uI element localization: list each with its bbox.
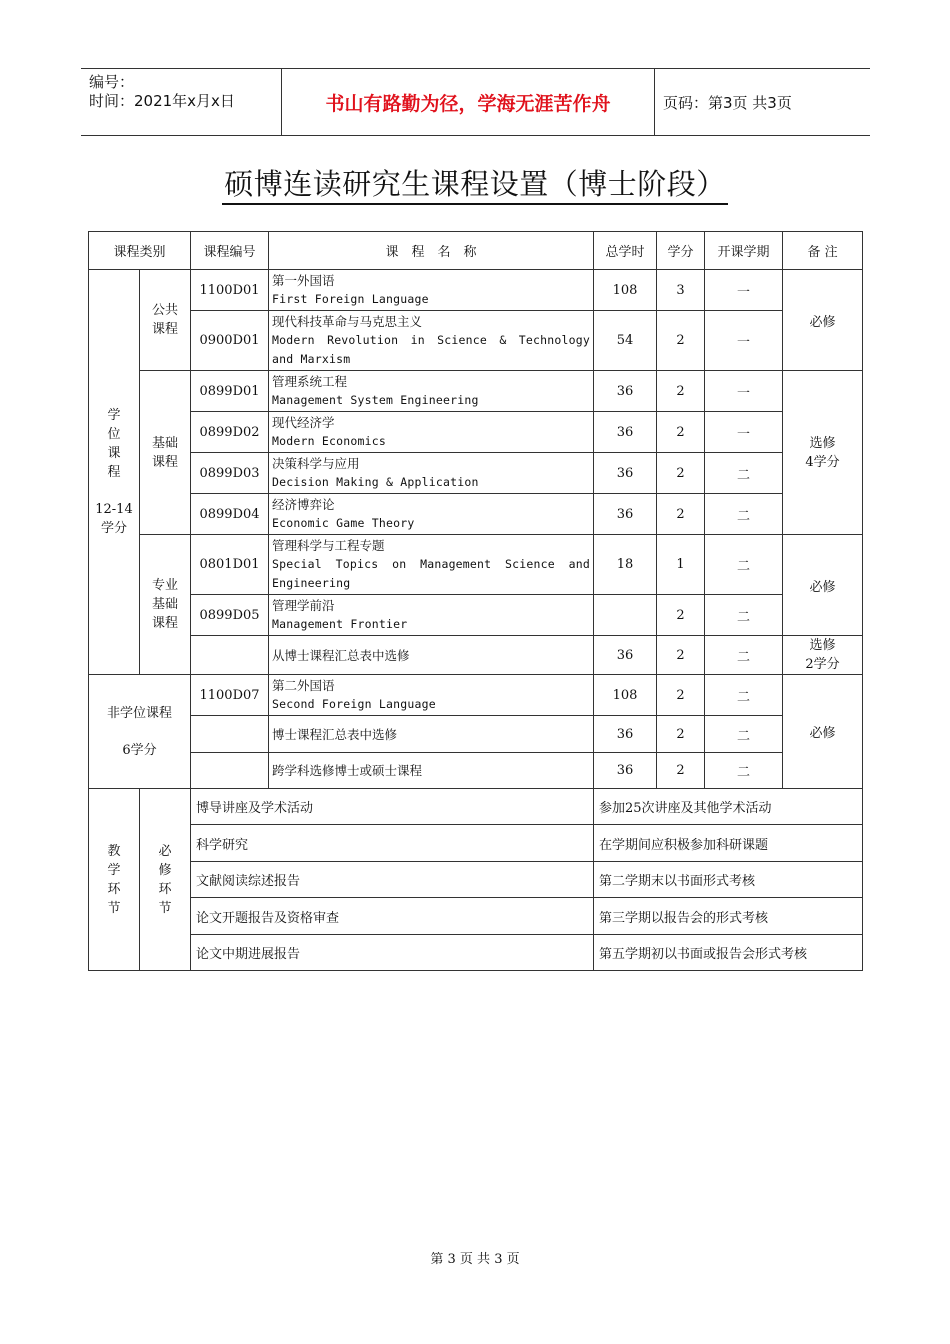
table-row [89,862,863,898]
course-credit: 3 [657,270,705,311]
course-credit: 2 [657,716,705,753]
table-row [89,789,863,825]
table-row [89,453,863,494]
group-label: 基础课程 [151,435,178,470]
course-code [191,716,269,753]
table-row [89,535,863,595]
course-hours: 108 [594,270,657,311]
table-row [89,935,863,971]
header-motto: 书山有路勤为径，学海无涯苦作舟 [325,93,611,115]
course-term: 二 [705,595,783,636]
course-credit: 2 [657,753,705,789]
group-credits: 6学分 [122,742,157,758]
course-hours [594,595,657,636]
table-row [89,753,863,789]
course-hours: 18 [594,535,657,595]
table-row [89,270,863,311]
header-cell: 总学时 [594,232,657,270]
course-name-en: First Foreign Language [272,292,429,306]
course-note: 必修 [783,675,863,789]
header-cell: 开课学期 [705,232,783,270]
header-meta [89,73,281,111]
course-hours: 36 [594,753,657,789]
course-term: 一 [705,311,783,371]
course-credit: 2 [657,453,705,494]
link-item: 博导讲座及学术活动 [191,789,594,825]
link-item: 文献阅读综述报告 [191,862,594,898]
required-link-group [140,789,191,971]
table-row [89,825,863,862]
course-hours: 36 [594,636,657,675]
course-name-en: Economic Game Theory [272,516,415,530]
course-name-cn: 经济博弈论 [272,497,335,512]
page-header [81,68,870,136]
course-name: 从博士课程汇总表中选修 [269,636,594,675]
course-term: 二 [705,494,783,535]
link-item: 论文中期进展报告 [191,935,594,971]
table-row [89,716,863,753]
course-table [88,231,863,971]
table-row [89,898,863,935]
course-name-cn: 管理科学与工程专题 [272,538,385,553]
course-name-cn: 第二外国语 [272,678,335,693]
course-name: 博士课程汇总表中选修 [269,716,594,753]
course-term: 二 [705,636,783,675]
course-name [269,535,594,595]
table-row [89,636,863,675]
table-header-row [89,232,863,270]
course-name [269,494,594,535]
course-credit: 2 [657,412,705,453]
course-credit: 2 [657,595,705,636]
group-label: 教学环节 [107,843,121,916]
document-title [0,162,950,203]
teaching-link-group [89,789,140,971]
course-code [191,636,269,675]
group-label: 学位课程 [107,408,121,480]
note-line: 2学分 [805,657,840,672]
course-term: 二 [705,716,783,753]
course-name [269,675,594,716]
course-name-en: Special Topics on Management Science and Engineering [272,557,591,590]
course-name [269,311,594,371]
course-credit: 1 [657,535,705,595]
group-label: 公共课程 [151,303,178,337]
course-credit: 2 [657,371,705,412]
basic-course-group [140,371,191,535]
header-page-number: 页码：第3页 共3页 [663,94,792,112]
course-hours: 36 [594,453,657,494]
group-credits: 12-14学分 [95,502,133,536]
course-code: 1100D07 [191,675,269,716]
course-name [269,595,594,636]
table-row [89,595,863,636]
course-code: 0899D04 [191,494,269,535]
course-name-en: Second Foreign Language [272,697,436,711]
link-requirement: 第五学期初以书面或报告会形式考核 [594,935,863,971]
course-credit: 2 [657,311,705,371]
course-term: 一 [705,270,783,311]
course-hours: 36 [594,494,657,535]
table-row [89,494,863,535]
course-name-cn: 管理系统工程 [272,374,348,389]
course-code: 0900D01 [191,311,269,371]
course-hours: 36 [594,371,657,412]
course-name [269,453,594,494]
degree-course-group [89,270,140,675]
link-requirement: 在学期间应积极参加科研课题 [594,825,863,862]
course-name-cn: 现代经济学 [272,415,335,430]
course-hours: 108 [594,675,657,716]
course-name: 跨学科选修博士或硕士课程 [269,753,594,789]
course-code: 0899D03 [191,453,269,494]
course-term: 一 [705,412,783,453]
group-label: 必修环节 [158,843,172,916]
course-code: 0899D05 [191,595,269,636]
course-name-en: Modern Economics [272,434,386,448]
course-note: 必修 [783,270,863,371]
note-line: 选修 [809,435,836,451]
course-note [783,636,863,675]
course-name-en: Decision Making & Application [272,475,479,489]
table-row [89,371,863,412]
course-code: 0899D01 [191,371,269,412]
course-code: 0899D02 [191,412,269,453]
note-line: 4学分 [805,454,840,470]
course-hours: 54 [594,311,657,371]
link-requirement: 第二学期末以书面形式考核 [594,862,863,898]
header-cell: 课 程 名 称 [269,232,594,270]
link-requirement: 第三学期以报告会的形式考核 [594,898,863,935]
group-label: 专业基础课程 [151,578,178,631]
course-hours: 36 [594,716,657,753]
group-label: 非学位课程 [107,705,173,721]
course-name-en: Modern Revolution in Science & Technology and Marxism [272,333,591,366]
non-degree-course-group [89,675,191,789]
course-name-en: Management System Engineering [272,393,479,407]
table-row [89,412,863,453]
link-item: 科学研究 [191,825,594,862]
course-name-en: Management Frontier [272,617,408,631]
course-name [269,270,594,311]
course-name [269,412,594,453]
course-name-cn: 管理学前沿 [272,598,335,613]
course-credit: 2 [657,675,705,716]
header-cell: 学分 [657,232,705,270]
number-label: 编号： [89,73,135,91]
table-row [89,311,863,371]
course-credit: 2 [657,636,705,675]
course-hours: 36 [594,412,657,453]
course-name-cn: 现代科技革命与马克思主义 [272,314,423,329]
course-term: 二 [705,753,783,789]
table-row [89,675,863,716]
course-code [191,753,269,789]
link-item: 论文开题报告及资格审查 [191,898,594,935]
link-requirement: 参加25次讲座及其他学术活动 [594,789,863,825]
course-term: 二 [705,535,783,595]
page-footer: 第 3 页 共 3 页 [430,1252,520,1267]
date-label: 时间：2021年x月x日 [89,92,235,110]
public-course-group [140,270,191,371]
major-basic-course-group [140,535,191,675]
course-credit: 2 [657,494,705,535]
header-cell: 备 注 [783,232,863,270]
course-term: 二 [705,453,783,494]
course-code: 1100D01 [191,270,269,311]
note-line: 选修 [809,638,836,653]
course-term: 一 [705,371,783,412]
header-cell: 课程类别 [89,232,191,270]
course-name-cn: 决策科学与应用 [272,456,360,471]
header-cell: 课程编号 [191,232,269,270]
course-name [269,371,594,412]
course-term: 二 [705,675,783,716]
title-text: 硕博连读研究生课程设置（博士阶段） [222,167,728,205]
course-note [783,371,863,535]
course-note: 必修 [783,535,863,636]
course-code: 0801D01 [191,535,269,595]
header-divider [654,69,655,136]
course-name-cn: 第一外国语 [272,273,335,288]
